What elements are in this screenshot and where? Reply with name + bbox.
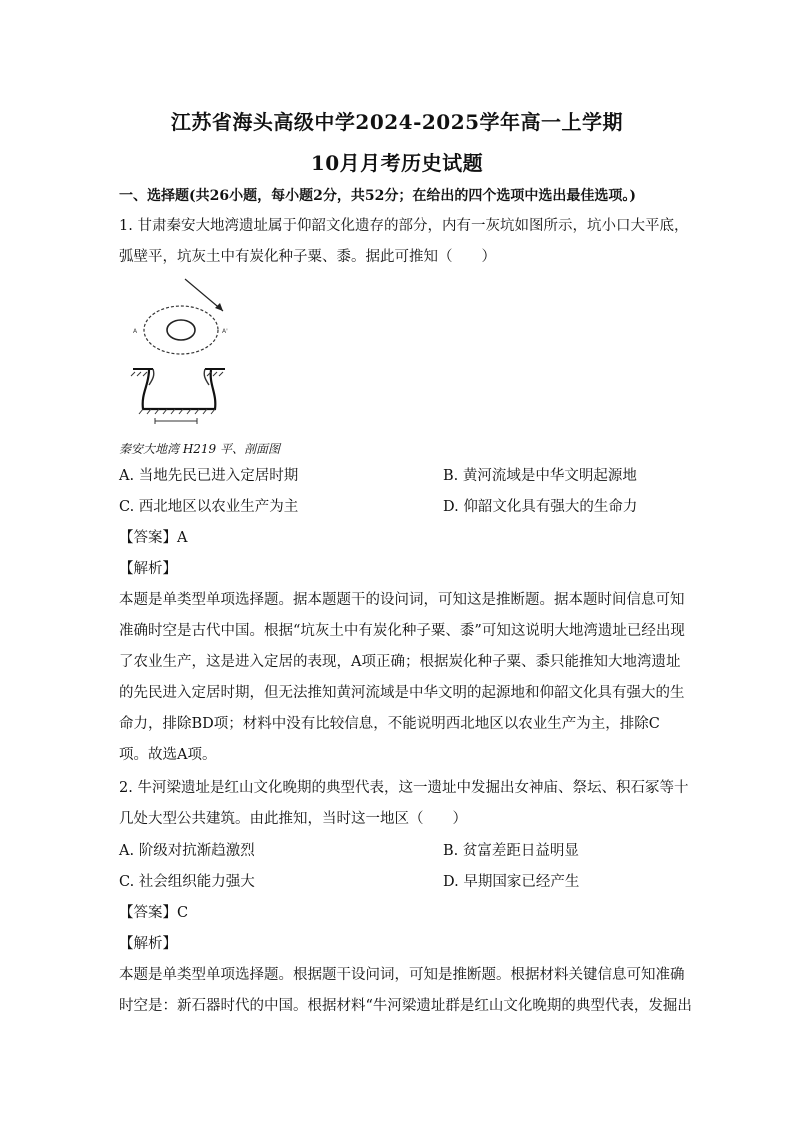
q1-analysis-line: 了农业生产，这是进入定居的表现，A项正确；根据炭化种子粟、黍只能推知大地湾遗址	[119, 654, 681, 670]
section-header: 一、选择题(共26小题，每小题2分，共52分；在给出的四个选项中选出最佳选项。)	[119, 188, 636, 204]
q2-option-d: D. 早期国家已经产生	[443, 874, 580, 890]
q2-analysis-line: 时空是：新石器时代的中国。根据材料“牛河梁遗址群是红山文化晚期的典型代表，发掘出	[119, 998, 692, 1014]
q2-option-a: A. 阶级对抗渐趋激烈	[119, 843, 255, 859]
q2-stem-line1: 2. 牛河梁遗址是红山文化晚期的典型代表，这一遗址中发掘出女神庙、祭坛、积石冢等十	[119, 780, 689, 796]
q1-stem-line2: 弧壁平，坑灰土中有炭化种子粟、黍。据此可推知（ ）	[119, 249, 496, 265]
document-title: 江苏省海头高级中学2024-2025学年高一上学期	[170, 110, 624, 134]
document-subtitle: 10月月考历史试题	[310, 151, 484, 175]
svg-text:A': A'	[222, 328, 228, 335]
north-arrow-head	[215, 303, 223, 311]
q1-stem-line1: 1. 甘肃秦安大地湾遗址属于仰韶文化遗存的部分，内有一灰坑如图所示，坑小口大平底，	[119, 218, 689, 234]
q1-answer: 【答案】A	[119, 530, 188, 546]
q1-analysis-line: 准确时空是古代中国。根据“坑灰土中有炭化种子粟、黍”可知这说明大地湾遗址已经出现	[119, 623, 685, 639]
q1-option-b: B. 黄河流域是中华文明起源地	[443, 468, 637, 484]
surface-hatching	[131, 372, 223, 376]
q1-analysis-line: 项。故选A项。	[119, 747, 217, 763]
q2-stem-line2: 几处大型公共建筑。由此推知，当时这一地区（ ）	[119, 811, 467, 827]
q2-option-c: C. 社会组织能力强大	[119, 874, 255, 890]
pit-outline-dashed	[144, 306, 218, 354]
q2-answer: 【答案】C	[119, 905, 189, 921]
q1-option-c: C. 西北地区以农业生产为主	[119, 499, 299, 515]
svg-text:A: A	[133, 328, 138, 335]
q1-analysis-line: 本题是单类型单项选择题。据本题题干的设问词，可知这是推断题。据本题时间信息可知	[119, 592, 685, 608]
q1-option-d: D. 仰韶文化具有强大的生命力	[443, 499, 638, 515]
figure-caption: 秦安大地湾 H219 平、剖面图	[119, 442, 280, 456]
q2-analysis-line: 本题是单类型单项选择题。根据题干设问词，可知是推断题。根据材料关键信息可知准确	[119, 967, 685, 983]
q1-option-a: A. 当地先民已进入定居时期	[119, 468, 299, 484]
q1-analysis-line: 的先民进入定居时期，但无法推知黄河流域是中华文明的起源地和仰韶文化具有强大的生	[119, 685, 685, 701]
pit-opening	[167, 320, 195, 340]
q2-option-b: B. 贫富差距日益明显	[443, 843, 579, 859]
pit-diagram-figure	[119, 275, 319, 425]
q1-analysis-line: 命力，排除BD项；材料中没有比较信息，不能说明西北地区以农业生产为主，排除C	[119, 716, 660, 732]
pit-diagram	[119, 275, 319, 425]
q1-analysis-label: 【解析】	[119, 561, 177, 577]
q2-analysis-label: 【解析】	[119, 936, 177, 952]
